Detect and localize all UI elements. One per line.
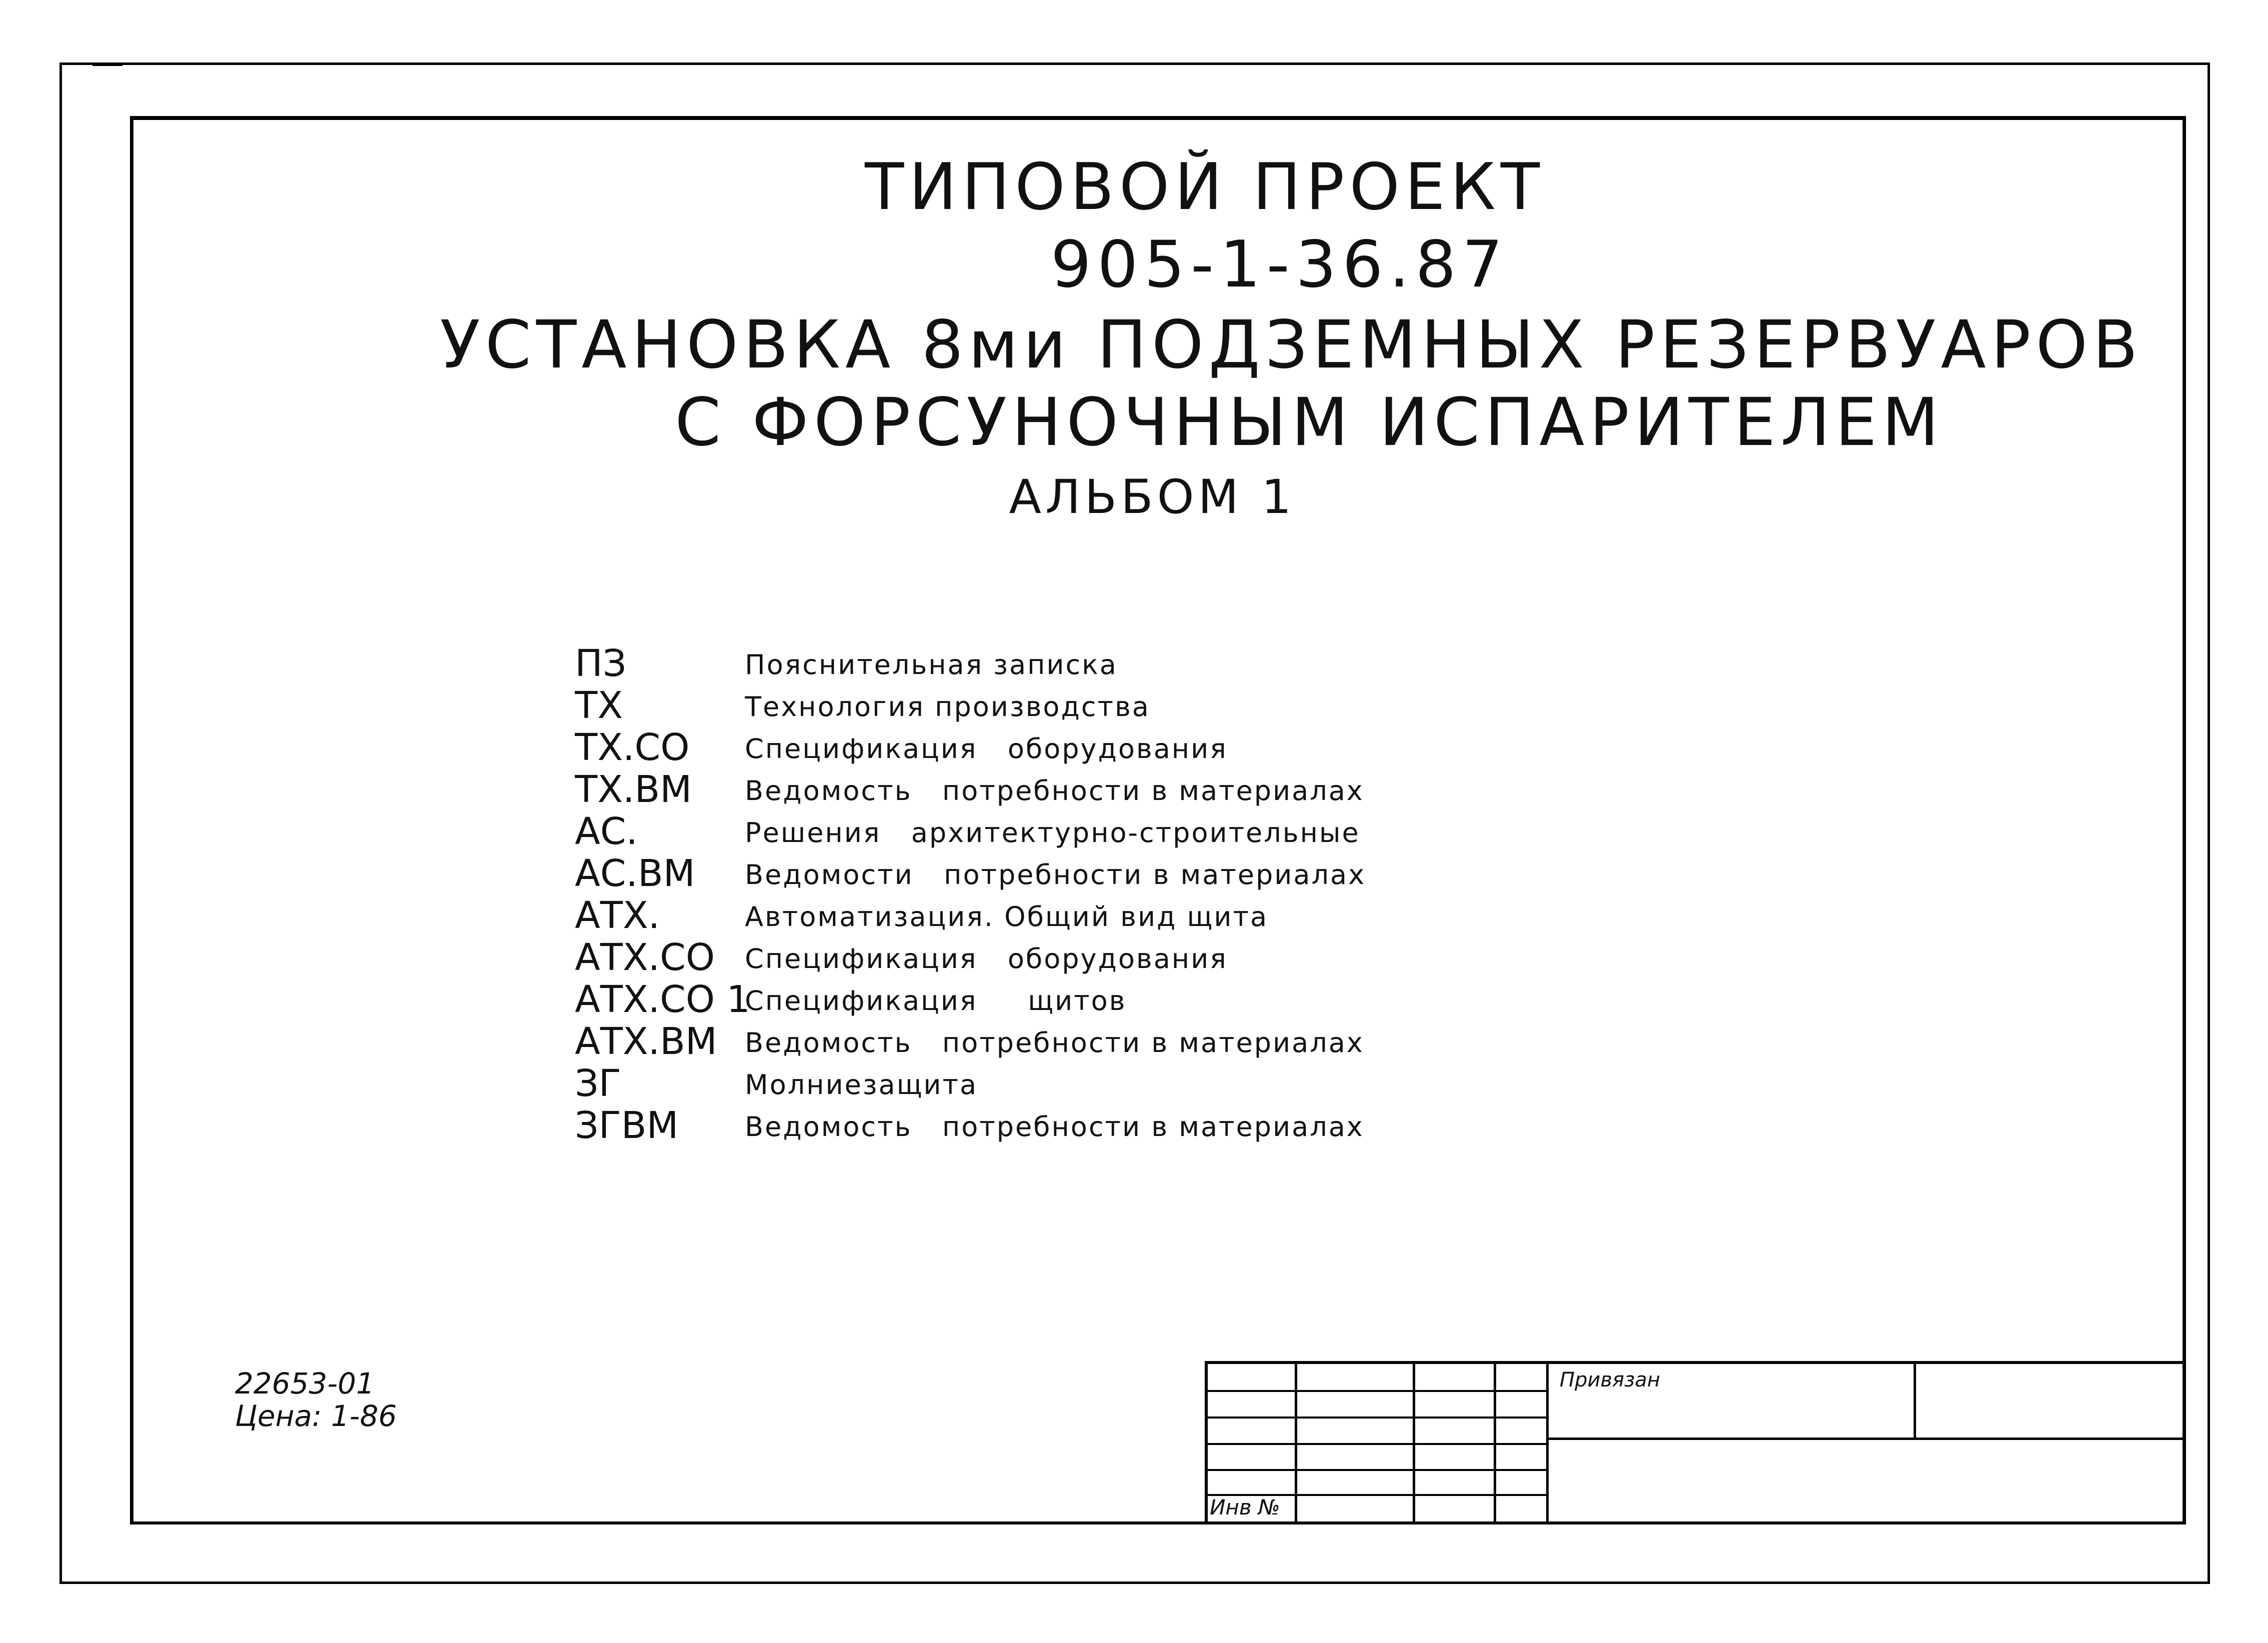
list-item-code: ТХ.СО [575, 726, 690, 769]
stamp-grid-vline [1494, 1361, 1496, 1524]
stamp-grid-hline [1205, 1416, 1549, 1418]
list-item [575, 936, 1525, 978]
stamp-grid-vline [1413, 1361, 1415, 1524]
corner-mark [92, 62, 122, 66]
document-code: 22653-01 [235, 1366, 375, 1400]
stamp-top-line [1205, 1361, 2186, 1364]
stamp-grid-vline [1546, 1361, 1549, 1524]
list-item-description: Ведомость потребности в материалах [745, 775, 1364, 806]
frame-left [130, 116, 133, 1524]
list-item-code: АТХ.СО 1 [575, 978, 750, 1021]
list-item [575, 642, 1525, 684]
list-item [575, 852, 1525, 894]
list-item-code: ПЗ [575, 642, 627, 685]
list-item-description: Автоматизация. Общий вид щита [745, 901, 1269, 932]
list-item-code: ЗГ [575, 1062, 621, 1105]
project-number: 905-1-36.87 [1050, 228, 1509, 302]
stamp-grid-hline [1205, 1390, 1549, 1392]
stamp-grid-vline [1295, 1361, 1297, 1524]
stamp-grid-hline [1205, 1469, 1549, 1471]
frame-bottom [130, 1522, 2186, 1524]
title-line-1: ТИПОВОЙ ПРОЕКТ [864, 150, 1545, 224]
list-item-description: Молниезащита [745, 1069, 978, 1100]
list-item-description: Ведомость потребности в материалах [745, 1111, 1364, 1142]
list-item [575, 684, 1525, 726]
list-item-code: АС. [575, 810, 638, 853]
stamp-inventory-label: Инв № [1210, 1495, 1280, 1520]
list-item [575, 768, 1525, 810]
list-item-code: АТХ.СО [575, 936, 715, 979]
frame-top [130, 116, 2186, 120]
list-item [575, 810, 1525, 852]
outer-border-top [59, 62, 2210, 65]
outer-border-bottom [59, 1582, 2210, 1584]
list-item [575, 978, 1525, 1020]
stamp-right-hline [1546, 1438, 2186, 1440]
list-item-description: Спецификация оборудования [745, 943, 1228, 974]
frame-right [2183, 116, 2186, 1524]
title-line-4: С ФОРСУНОЧНЫМ ИСПАРИТЕЛЕМ [675, 384, 1944, 461]
list-item-description: Технология производства [745, 691, 1150, 722]
stamp-tied-label: Привязан [1560, 1368, 1661, 1392]
list-item-description: Решения архитектурно-строительные [745, 817, 1360, 848]
list-item [575, 1020, 1525, 1062]
list-item [575, 726, 1525, 768]
list-item-code: АС.ВМ [575, 852, 695, 895]
list-item [575, 894, 1525, 936]
outer-border-right [2208, 62, 2210, 1584]
stamp-grid-hline [1205, 1443, 1549, 1445]
list-item-description: Спецификация оборудования [745, 733, 1228, 764]
list-item-code: ЗГВМ [575, 1104, 679, 1147]
list-item-code: АТХ.ВМ [575, 1020, 717, 1063]
title-line-3: УСТАНОВКА 8ми ПОДЗЕМНЫХ РЕЗЕРВУАРОВ [440, 306, 2143, 384]
list-item [575, 1104, 1525, 1146]
list-item-code: ТХ.ВМ [575, 768, 692, 811]
list-item-code: ТХ [575, 684, 623, 727]
list-item-description: Пояснительная записка [745, 649, 1118, 680]
stamp-left-line [1205, 1361, 1208, 1524]
list-item [575, 1062, 1525, 1104]
stamp-right-vline [1914, 1361, 1916, 1439]
list-item-description: Ведомости потребности в материалах [745, 859, 1366, 890]
list-item-code: АТХ. [575, 894, 660, 937]
album-label: АЛЬБОМ 1 [1009, 470, 1296, 524]
price-note: Цена: 1-86 [235, 1399, 397, 1433]
outer-border-left [59, 62, 62, 1584]
list-item-description: Спецификация щитов [745, 985, 1127, 1016]
list-item-description: Ведомость потребности в материалах [745, 1027, 1364, 1058]
